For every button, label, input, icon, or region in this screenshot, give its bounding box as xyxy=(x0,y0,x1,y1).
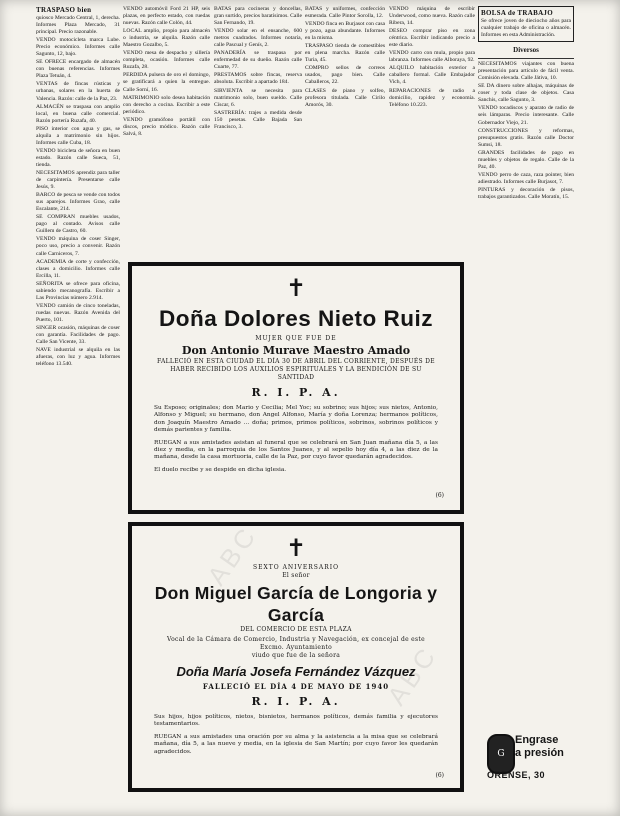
classified-ad: PANADERÍA se traspasa por enfermedad de su dueño. Razón calle Cuarte, 77. xyxy=(214,50,302,71)
lubrication-advert xyxy=(487,732,579,778)
classified-ad: SE OFRECE encargado de almacén con buenas referencias. Informes Plaza Tetuán, 4. xyxy=(36,59,120,80)
classified-ad: VENTAS de fincas rústicas y urbanas, solares en la huerta de Valencia. Razón: calle de la Paz, 23. xyxy=(36,81,120,102)
commerce-text: DEL COMERCIO DE ESTA PLAZA xyxy=(240,626,352,633)
plea-text: RUEGAN a sus amistades asistan al funeral que se celebrará en San Juan mañana día 5, a las diez y media, en la parroquia de los Santos Juanes, y al sepelio hoy día 4, a las diez de la mañana, desde la casa mortuoria, calle de la Paz, por cuyo favor quedarán agradecidos. xyxy=(154,439,438,461)
classified-ad: CLASES de piano y solfeo, profesora titulada. Calle Cirilo Amorós, 30. xyxy=(305,87,385,108)
death-date: FALLECIÓ EL DÍA 4 DE MAYO DE 1940 xyxy=(202,682,390,691)
classifieds-column-1 xyxy=(36,6,120,776)
classifieds-column-5 xyxy=(389,6,475,256)
classified-ad: SINGER ocasión, máquinas de coser con garantía. Facilidades de pago. Calle San Vicente, 33. xyxy=(36,324,120,346)
classified-ad: NAVE industrial se alquila en las afueras, con luz y agua. Informes teléfono 13.540. xyxy=(36,347,120,368)
post-text: Vocal de la Cámara de Comercio, Industria y Navegación, ex concejal de este Excmo. Ayuntamiento xyxy=(167,636,425,651)
anniversary-label: SEXTO ANIVERSARIO xyxy=(252,564,340,571)
classifieds-column-4 xyxy=(305,6,385,256)
classifieds-column-6 xyxy=(478,6,574,776)
classified-ad: VENDO solar en el ensanche, 600 metros cuadrados. Informes notaría, calle Pascual y Genís, 2. xyxy=(214,28,302,49)
classified-ad: VENDO gramófono portátil con discos, precio módico. Razón calle Salvá, 8. xyxy=(123,116,210,137)
ad-list xyxy=(305,6,385,109)
plea-text: RUEGAN a sus amistades una oración por su alma y la asistencia a la misa que se celebrará mañana, día 5, a las nueve y media, en la iglesia de San Martín; por cuyo favor les quedarán agradecidos. xyxy=(154,733,438,755)
widow-text: viudo que fue de la señora xyxy=(251,652,341,659)
section-heading: Diversos xyxy=(513,46,539,55)
classified-ad: VENDO camión de cinco toneladas, ruedas nuevas. Razón Avenida del Puerto, 101. xyxy=(36,302,120,323)
classified-ad: GRANDES facilidades de pago en muebles y objetos de regalo. Calle de la Paz, 40. xyxy=(478,149,574,170)
brand-logo-icon: G xyxy=(487,734,515,774)
wife-name: Doña María Josefa Fernández Vázquez xyxy=(176,664,416,679)
classified-ad: VENDO perro de caza, raza pointer, bien adiestrado. Informes calle Burjasot, 7. xyxy=(478,171,574,185)
spouse-name: Don Antonio Murave Maestro Amado xyxy=(181,344,411,357)
classified-ad: VENDO motocicleta marca Lube. Precio económico. Informes calle Sagunto, 12, bajo. xyxy=(36,37,120,58)
classified-ad: BATAS para cocineras y doncellas, gran surtido, precios baratísimos. Calle San Fernando, 19. xyxy=(214,6,302,27)
classified-ad: VENDO máquina de escribir Underwood, como nueva. Razón calle Ribera, 14. xyxy=(389,6,475,27)
classified-ad: NECESITAMOS viajantes con buena presentación para artículo de fácil venta. Comisión elevada. Calle Játiva, 10. xyxy=(478,61,574,82)
obituary-notice-2 xyxy=(128,522,464,792)
classified-ad: SE COMPRAN muebles usados, pago al contado. Avisos calle Guillem de Castro, 60. xyxy=(36,214,120,235)
classified-ad: TRASPASO tienda de comestibles en plena marcha. Razón calle Turia, 45. xyxy=(305,43,385,64)
rip-text: R. I. P. A. xyxy=(251,386,341,399)
classified-ad: NECESITAMOS aprendiz para taller de carpintería. Presentarse calle Jesús, 9. xyxy=(36,169,120,191)
classified-ad: PERDIDA pulsera de oro el domingo, se gratificará a quien la entregue. Calle Sorní, 16. xyxy=(123,72,210,93)
intro-text: El señor xyxy=(282,572,310,579)
family-text: Su Esposo; originales; don Mario y Cecilia; Mel Yoc; su sobrino; sus hijos; sus nietos, Antonio, Alfonso y Miguel; su hermano, don Angel Alfonso, María y doña Lorenza; hermanos políticos, don Joaquín Maestro Amado ... doña; primos, primos políticos, sobrinos, sobrinos políticos y demás parientes y familia. xyxy=(154,405,438,434)
classified-ad: VENDO finca en Burjasot con casa y pozo, agua abundante. Informes en la misma. xyxy=(305,21,385,42)
divider xyxy=(478,58,574,59)
classified-ad: SIRVIENTA se necesita para matrimonio solo, buen sueldo. Calle Císcar, 6. xyxy=(214,87,302,108)
classified-ad: LOCAL amplio, propio para almacén o industria, se alquila. Razón calle Maestro Gozalbo, 5. xyxy=(123,28,210,49)
deceased-name: Don Miguel García de Longoria y García xyxy=(154,583,438,625)
classified-ad: SASTRERÍA: trajes a medida desde 150 pesetas. Calle Bajada San Francisco, 3. xyxy=(214,109,302,130)
classified-ad: SEÑORITA se ofrece para oficina, sabiendo mecanografía. Escribir a Las Provincias número 2.914. xyxy=(36,280,120,301)
classified-ad: REPARACIONES de radio a domicilio, rapidez y economía. Teléfono 10.223. xyxy=(389,87,475,108)
classified-ad: PISO interior con agua y gas, se alquila a matrimonio sin hijos. Informes calle Cuba, 18. xyxy=(36,125,120,146)
ad-list xyxy=(123,6,210,138)
advert-line-1: Engrase xyxy=(515,734,559,746)
classified-ad: VENDO mesa de despacho y sillería completa, ocasión. Informes calle Ruzafa, 28. xyxy=(123,50,210,71)
cross-icon: ✝ xyxy=(285,534,307,562)
ad-list xyxy=(214,6,302,131)
job-exchange-heading: BOLSA de TRABAJO xyxy=(481,9,553,17)
classified-ad: DESEO comprar piso en zona céntrica. Escribir indicando precio a este diario. xyxy=(389,28,475,49)
family-text: Sus hijos, hijos políticos, nietos, bisnietos, hermanos políticos, demás familia y ejecutores testamentarios. xyxy=(154,714,438,728)
classified-ad: MATRIMONIO solo desea habitación con derecho a cocina. Escribir a este periódico. xyxy=(123,94,210,115)
job-exchange-box xyxy=(478,6,574,42)
job-exchange-text: Se ofrece joven de dieciocho años para cualquier trabajo de oficina o almacén. Informes en esta Administración. xyxy=(481,18,571,39)
classified-ad: ACADEMIA de corte y confección, clases a domicilio. Informes calle Ercilla, 11. xyxy=(36,258,120,279)
ad-list xyxy=(478,61,574,201)
classified-ad: COMPRO sellos de correos usados, pago bien. Calle Caballeros, 22. xyxy=(305,65,385,86)
column-heading: TRASPASO bien xyxy=(36,6,92,14)
death-notice: FALLECIÓ EN ESTA CIUDAD EL DÍA 30 DE ABRIL DEL CORRIENTE, DESPUÉS DE HABER RECIBIDO LOS AUXILIOS ESPIRITUALES Y LA BENDICIÓN DE SU SANTIDAD xyxy=(157,358,435,381)
classified-ad: VENDO tocadiscos y aparato de radio de seis lámparas. Precio interesante. Calle Gobernador Viejo, 21. xyxy=(478,105,574,126)
classified-ad: VENDO carro con mula, propio para labranza. Informes calle Alboraya, 92. xyxy=(389,50,475,64)
deceased-name: Doña Dolores Nieto Ruiz xyxy=(158,306,434,331)
classifieds-column-3 xyxy=(214,6,302,256)
classified-ad: quiosco Mercado Central, 1, derecha. Informes Plaza Mercado, 31 principal. Precio razonable. xyxy=(36,15,120,36)
classified-ad: VENDO máquina de coser Singer, poco uso, precio a convenir. Razón calle Carniceros, 7. xyxy=(36,236,120,257)
advert-line-2: a presión xyxy=(515,747,564,759)
cross-icon: ✝ xyxy=(285,274,307,302)
ad-list xyxy=(389,6,475,109)
notice-number: (6) xyxy=(435,492,444,499)
classified-ad: ALQUILO habitación exterior a caballero formal. Calle Embajador Vich, 4. xyxy=(389,65,475,86)
classified-ad: CONSTRUCCIONES y reformas, presupuestos gratis. Razón calle Doctor Sumsi, 18. xyxy=(478,127,574,148)
ad-list xyxy=(36,15,120,368)
classified-ad: BATAS y uniformes, confección esmerada. Calle Pintor Sorolla, 12. xyxy=(305,6,385,20)
classifieds-column-2 xyxy=(123,6,210,256)
obituary-notice-1 xyxy=(128,262,464,514)
notice-number: (6) xyxy=(435,772,444,779)
duel-text: El duelo recibe y se despide en dicha iglesia. xyxy=(154,466,287,473)
classified-ad: VENDO automóvil Ford 21 HP, seis plazas, en perfecto estado, con ruedas nuevas. Razón calle Colón, 44. xyxy=(123,6,210,27)
classified-ad: PRESTAMOS sobre fincas, reserva absoluta. Escribir a apartado 184. xyxy=(214,72,302,86)
rip-text: R. I. P. A. xyxy=(251,695,341,708)
relation-text: MUJER QUE FUE DE xyxy=(255,335,337,342)
advert-address: ORENSE, 30 xyxy=(487,770,546,780)
classified-ad: BARCO de pesca se vende con todos sus aparejos. Informes Grao, calle Escalante, 214. xyxy=(36,192,120,213)
classified-ad: PINTURAS y decoración de pisos, trabajos garantizados. Calle Moratín, 15. xyxy=(478,186,574,200)
classified-ad: ALMACÉN se traspasa con amplio local, en buena calle comercial. Razón portería Ruzafa, 40. xyxy=(36,103,120,124)
classified-ad: SE DA dinero sobre alhajas, máquinas de coser y toda clase de objetos. Casa Sanchis, calle Sagunto, 3. xyxy=(478,83,574,104)
classified-ad: VENDO bicicleta de señora en buen estado. Razón calle Sueca, 51, tienda. xyxy=(36,147,120,168)
